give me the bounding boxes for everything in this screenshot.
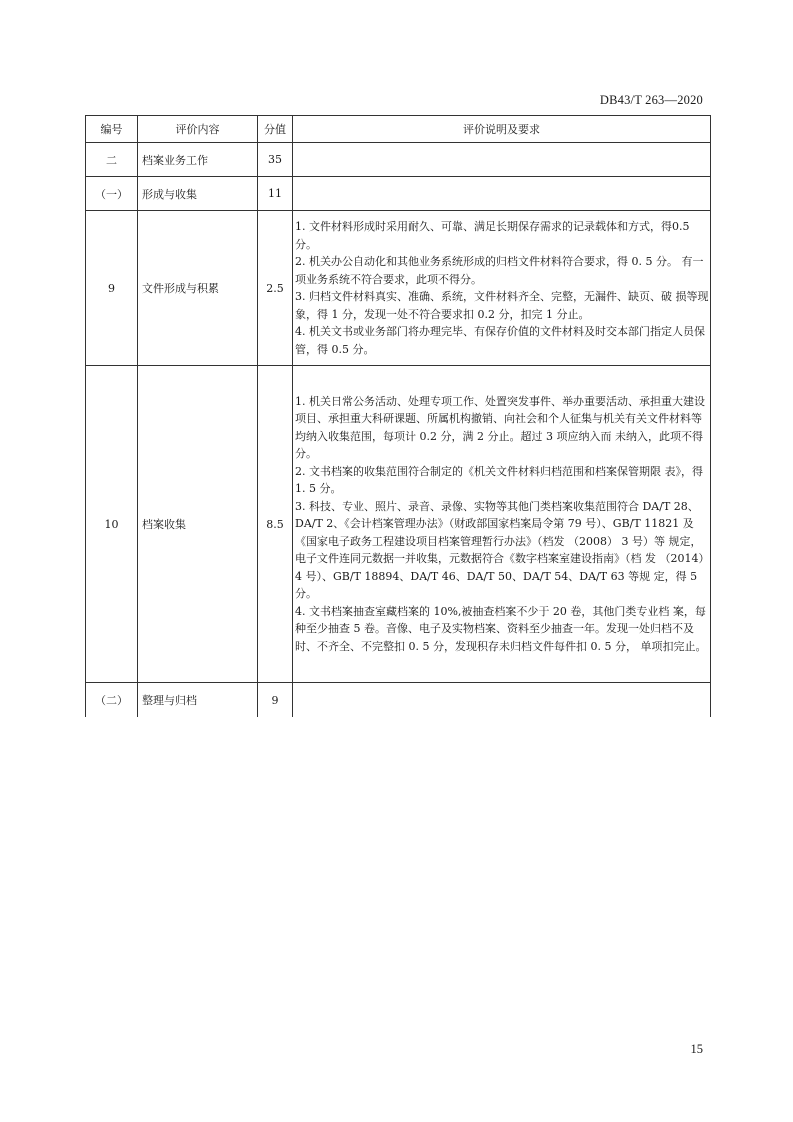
row-description (293, 366, 711, 683)
column-header-description: 评价说明及要求 (293, 116, 711, 143)
row-score: 11 (258, 177, 293, 211)
column-header-number: 编号 (86, 116, 138, 143)
row-number: 二 (86, 143, 138, 177)
requirement-item: 2. 文书档案的收集范围符合制定的《机关文件材料归档范围和档案保管期限 表》，得 1. 5 分。 (295, 464, 703, 496)
row-content: 整理与归档 (138, 683, 258, 718)
requirement-item: 1. 文件材料形成时采用耐久、可靠、满足长期保存需求的记录载体和方式，得0.5 分。 (295, 220, 690, 251)
row-description (293, 683, 711, 718)
row-number: （一） (86, 177, 138, 211)
table-header-row (86, 116, 711, 143)
requirement-item: 4. 机关文书或业务部门将办理完毕、有保存价值的文件材料及时交本部门指定人员保管，得 0.5 分。 (295, 325, 705, 356)
requirement-item: 1. 机关日常公务活动、处理专项工作、处置突发事件、举办重要活动、承担重大建设项目、承担重大科研课题、所属机构撤销、向社会和个人征集与机关有关文件材料等均纳入收集范围，每项计 0.2 分，满 2 分止。超过 3 项应纳入而 未纳入，此项不得分。 (295, 394, 705, 461)
row-description (293, 143, 711, 177)
row-score: 8.5 (258, 366, 293, 683)
row-content: 形成与收集 (138, 177, 258, 211)
requirement-item: 3. 科技、专业、照片、录音、录像、实物等其他门类档案收集范围符合 DA/T 28、 DA/T 2、《会计档案管理办法》（财政部国家档案局令第 79 号）、GB/T 11821 及《国家电子政务工程建设项目档案管理暂行办法》（档发 （2008） 3 号）等 规定，电子文件连同元数据一并收集，元数据符合《数字档案室建设指南》（档 发 （2014） 4 号）、GB/T 18894、DA/T 46、DA/T 50、DA/T 54、DA/T 63 等规 定，得 5 分。 (295, 499, 710, 601)
row-score: 2.5 (258, 211, 293, 366)
requirement-item: 3. 归档文件材料真实、准确、系统，文件材料齐全、完整，无漏件、缺页、破 损等现象，得 1 分，发现一处不符合要求扣 0.2 分，扣完 1 分止。 (295, 290, 709, 321)
row-content: 档案业务工作 (138, 143, 258, 177)
row-content: 档案收集 (138, 366, 258, 683)
document-code: DB43/T 263—2020 (599, 93, 703, 107)
row-score: 9 (258, 683, 293, 718)
row-description (293, 211, 711, 366)
table-row (86, 177, 711, 211)
column-header-score: 分值 (258, 116, 293, 143)
table-row (86, 683, 711, 718)
row-number: 9 (86, 211, 138, 366)
row-content: 文件形成与积累 (138, 211, 258, 366)
row-number: （二） (86, 683, 138, 718)
column-header-content: 评价内容 (138, 116, 258, 143)
table-row (86, 143, 711, 177)
table-row (86, 366, 711, 683)
row-number: 10 (86, 366, 138, 683)
row-score: 35 (258, 143, 293, 177)
page-number: 15 (690, 1042, 703, 1056)
requirement-item: 2. 机关办公自动化和其他业务系统形成的归档文件材料符合要求，得 0. 5 分。 有一项业务系统不符合要求，此项不得分。 (295, 255, 704, 286)
requirement-item: 4. 文书档案抽查室藏档案的 10%,被抽查档案不少于 20 卷，其他门类专业档 案，每种至少抽查 5 卷。音像、电子及实物档案、资料至少抽查一年。发现一处归档不及时、不齐全、不完整扣 0. 5 分，发现积存未归档文件每件扣 0. 5 分， 单项扣完止。 (295, 604, 707, 653)
evaluation-table (85, 115, 711, 717)
row-description (293, 177, 711, 211)
table-row (86, 211, 711, 366)
